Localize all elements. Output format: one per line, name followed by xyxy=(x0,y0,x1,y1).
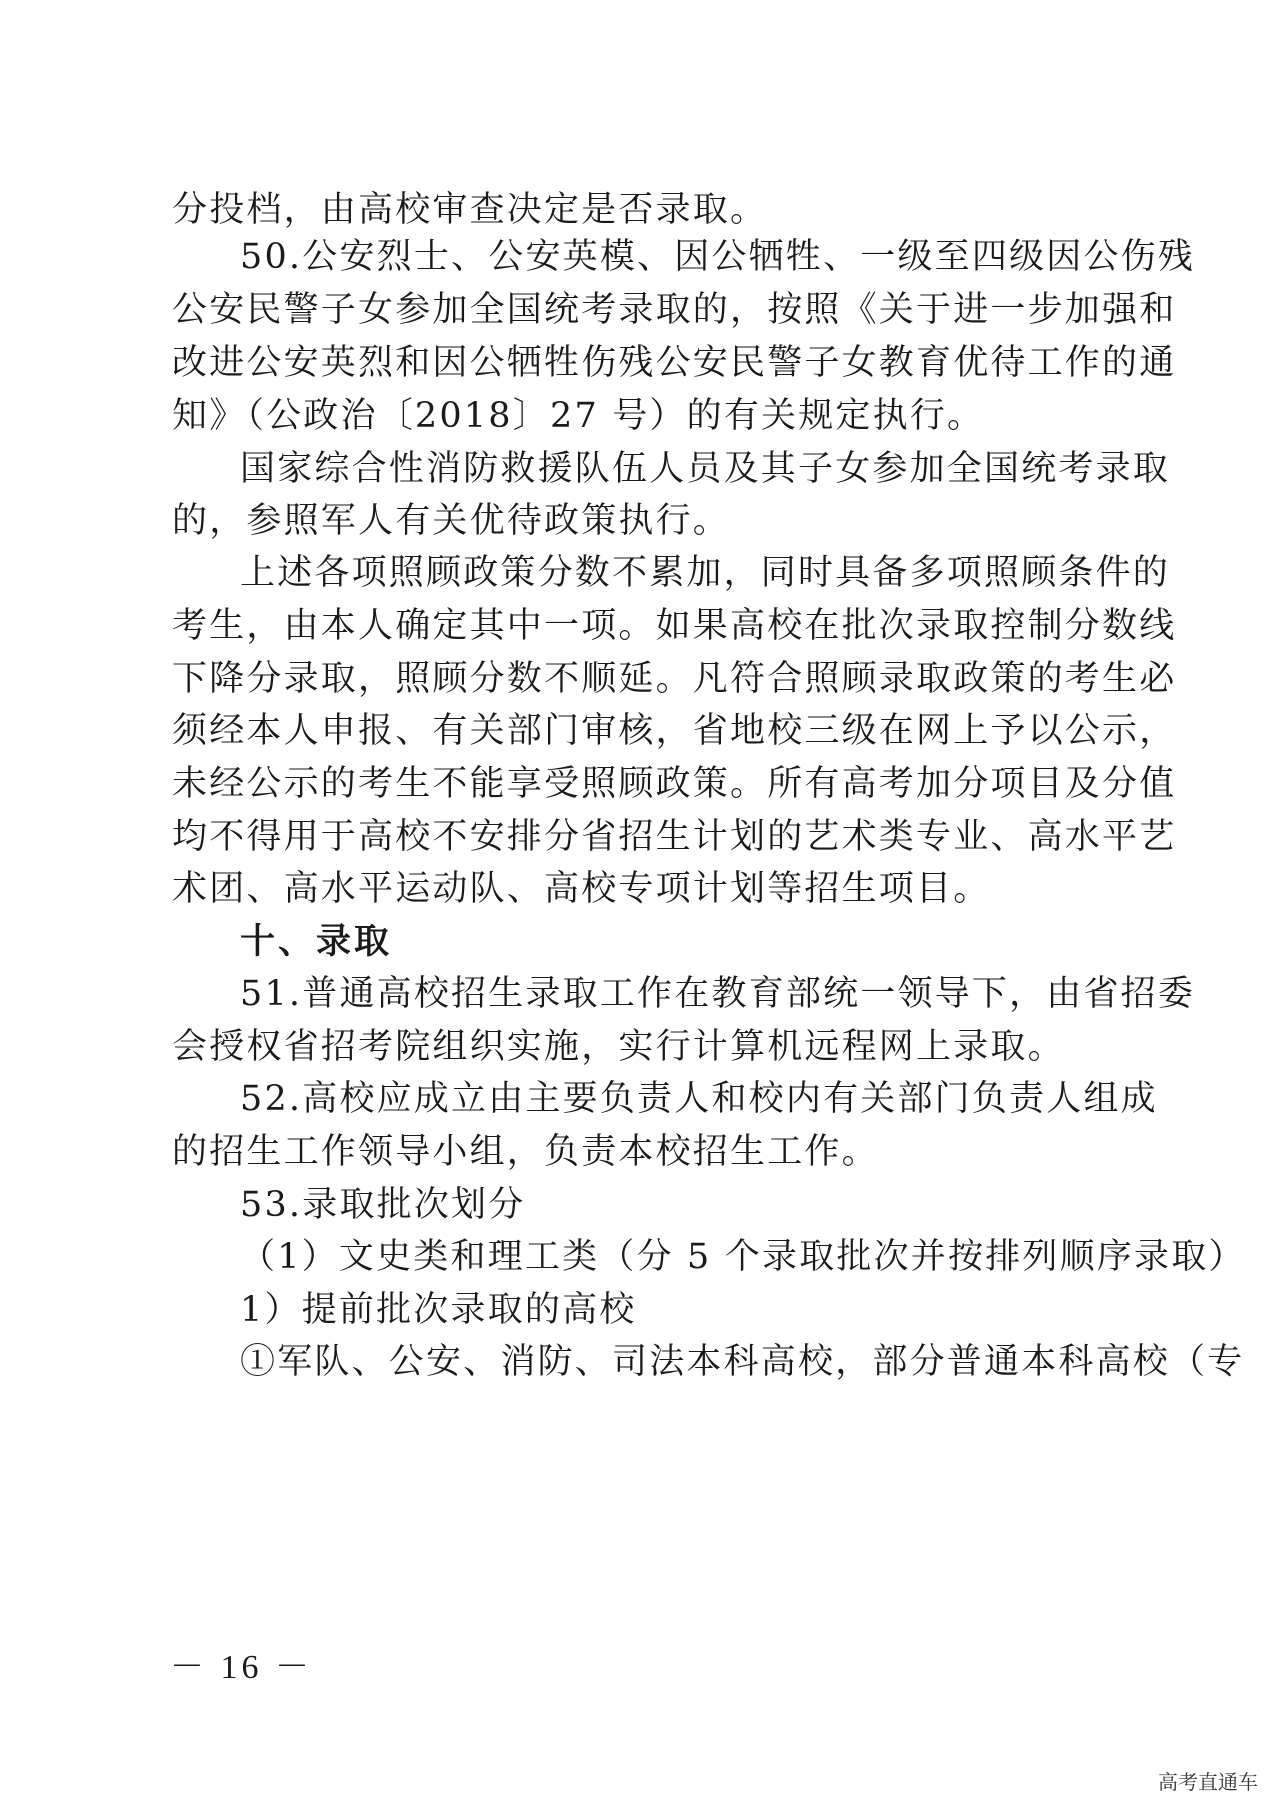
list-item-1: ①军队、公安、消防、司法本科高校，部分普通本科高校（专 xyxy=(240,1342,1245,1382)
paragraph-53-heading: 53.录取批次划分 xyxy=(240,1185,526,1225)
text-line: 均不得用于高校不安排分省招生计划的艺术类专业、高水平艺 xyxy=(172,817,1177,857)
paragraph-policy-start: 上述各项照顾政策分数不累加，同时具备多项照顾条件的 xyxy=(240,553,1171,593)
subsection-1-1-heading: 1）提前批次录取的高校 xyxy=(240,1290,637,1330)
text-line: 术团、高水平运动队、高校专项计划等招生项目。 xyxy=(172,869,991,909)
text-line: 未经公示的考生不能享受照顾政策。所有高考加分项目及分值 xyxy=(172,764,1177,804)
subsection-1-heading: （1）文史类和理工类（分 5 个录取批次并按排列顺序录取） xyxy=(240,1237,1246,1277)
paragraph-fire-rescue-start: 国家综合性消防救援队伍人员及其子女参加全国统考录取 xyxy=(240,449,1171,489)
section-heading-admission: 十、录取 xyxy=(240,922,393,962)
text-line: 考生，由本人确定其中一项。如果高校在批次录取控制分数线 xyxy=(172,606,1177,646)
text-line: 改进公安英烈和因公牺牲伤残公安民警子女教育优待工作的通 xyxy=(172,343,1177,383)
paragraph-50-start: 50.公安烈士、公安英模、因公牺牲、一级至四级因公伤残 xyxy=(240,237,1196,277)
text-line: 须经本人申报、有关部门审核，省地校三级在网上予以公示， xyxy=(172,711,1177,751)
text-line: 的招生工作领导小组，负责本校招生工作。 xyxy=(172,1132,879,1172)
watermark-label: 高考直通车 xyxy=(1154,1768,1262,1796)
paragraph-52-start: 52.高校应成立由主要负责人和校内有关部门负责人组成 xyxy=(240,1079,1158,1119)
text-line: 会授权省招考院组织实施，实行计算机远程网上录取。 xyxy=(172,1027,1065,1067)
text-line: 的，参照军人有关优待政策执行。 xyxy=(172,501,731,541)
text-line: 分投档，由高校审查决定是否录取。 xyxy=(172,190,768,230)
page-number: － 16 － xyxy=(170,1649,313,1686)
text-line: 下降分录取，照顾分数不顺延。凡符合照顾录取政策的考生必 xyxy=(172,659,1177,699)
text-line: 公安民警子女参加全国统考录取的，按照《关于进一步加强和 xyxy=(172,290,1177,330)
paragraph-51-start: 51.普通高校招生录取工作在教育部统一领导下，由省招委 xyxy=(240,974,1196,1014)
text-line: 知》（公政治〔2018〕27 号）的有关规定执行。 xyxy=(172,396,985,436)
